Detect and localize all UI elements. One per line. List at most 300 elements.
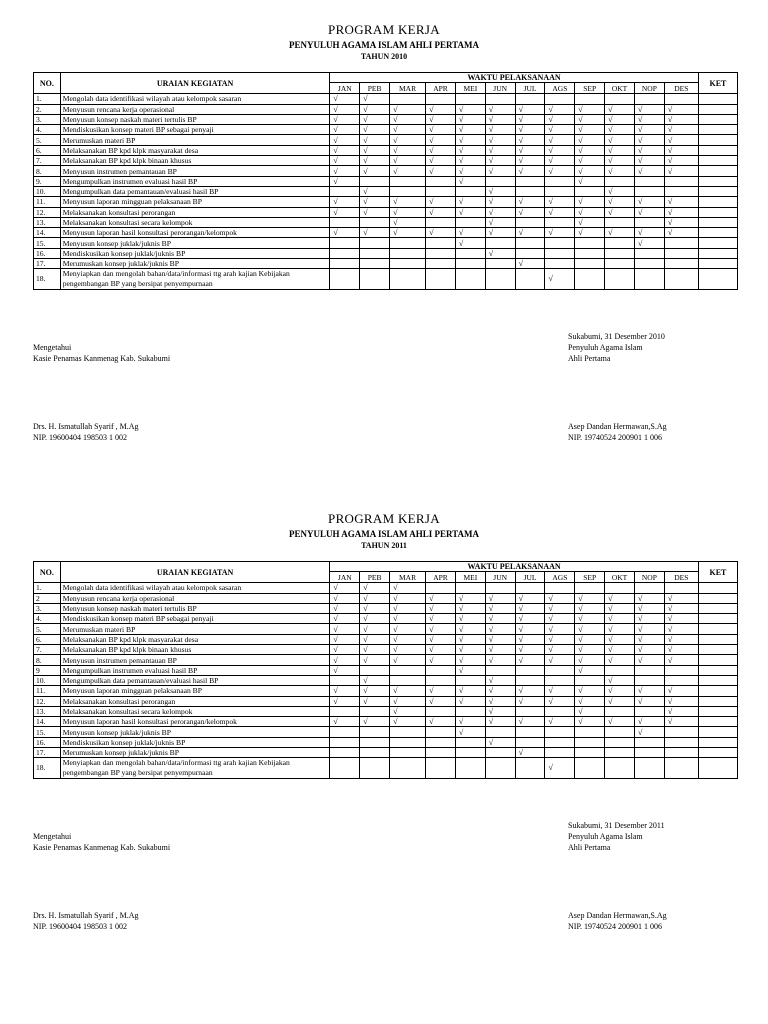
check-mark: √ (575, 156, 605, 166)
check-mark: √ (360, 583, 390, 593)
left-signature-heading (33, 831, 170, 853)
check-mark: √ (360, 156, 390, 166)
check-mark: √ (330, 114, 360, 124)
check-mark: √ (575, 104, 605, 114)
month-cell (545, 583, 575, 593)
activity-text: Mengumpulkan instrumen evaluasi hasil BP (60, 665, 330, 675)
check-mark: √ (664, 634, 698, 644)
month-header: JAN (330, 572, 360, 583)
month-cell (485, 727, 515, 737)
table-row (34, 583, 738, 593)
left-name: Drs. H. Ismatullah Syarif , M.Ag (33, 911, 139, 920)
ket-cell (698, 748, 737, 758)
left-name: Drs. H. Ismatullah Syarif , M.Ag (33, 422, 139, 431)
month-cell (634, 176, 664, 186)
check-mark: √ (545, 696, 575, 706)
check-mark: √ (455, 145, 485, 155)
month-header: JUL (515, 83, 545, 94)
table-row (34, 176, 738, 186)
check-mark: √ (605, 156, 635, 166)
check-mark: √ (485, 104, 515, 114)
check-mark: √ (575, 114, 605, 124)
month-cell (390, 665, 426, 675)
activity-text: Mengolah data identifikasi wilayah atau kelompok sasaran (60, 583, 330, 593)
month-header: OKT (605, 572, 635, 583)
month-header: AGS (545, 572, 575, 583)
check-mark: √ (545, 228, 575, 238)
check-mark: √ (575, 717, 605, 727)
row-number: 9. (34, 176, 61, 186)
check-mark: √ (330, 614, 360, 624)
month-cell (634, 248, 664, 258)
activity-text: Menyusun laporan hasil konsultasi perorangan/kelompok (60, 228, 330, 238)
check-mark: √ (634, 238, 664, 248)
month-cell (575, 269, 605, 290)
check-mark: √ (605, 696, 635, 706)
activity-text: Menyiapkan dan mengolah bahan/data/informasi ttg arah kajian Kebijakan pengembangan BP yang bersipat penyempurnaan (60, 269, 330, 290)
month-header: DES (664, 83, 698, 94)
activity-text: Melaksanakan konsultasi perorangan (60, 696, 330, 706)
month-cell (426, 176, 456, 186)
table-row (34, 706, 738, 716)
check-mark: √ (664, 135, 698, 145)
row-number: 12. (34, 696, 61, 706)
check-mark: √ (426, 686, 456, 696)
table-row (34, 104, 738, 114)
month-cell (575, 758, 605, 779)
check-mark: √ (330, 655, 360, 665)
month-cell (605, 248, 635, 258)
page-title: PROGRAM KERJA (328, 511, 440, 526)
check-mark: √ (515, 645, 545, 655)
left-title: Kasie Penamas Kanmenag Kab. Sukabumi (33, 354, 171, 363)
check-mark: √ (575, 176, 605, 186)
month-cell (515, 727, 545, 737)
month-header: SEP (575, 572, 605, 583)
month-cell (485, 238, 515, 248)
ket-cell (698, 593, 737, 603)
check-mark: √ (545, 156, 575, 166)
table-row (34, 248, 738, 258)
month-cell (575, 259, 605, 269)
ket-cell (698, 614, 737, 624)
table-row (34, 614, 738, 624)
row-number: 16. (34, 248, 61, 258)
month-cell (390, 248, 426, 258)
activity-text: Melaksanakan konsultasi secara kelompok (60, 217, 330, 227)
month-cell (426, 706, 456, 716)
month-cell (634, 259, 664, 269)
month-cell (545, 706, 575, 716)
check-mark: √ (390, 706, 426, 716)
month-cell (360, 176, 390, 186)
month-cell (515, 665, 545, 675)
left-label: Mengetahui (33, 343, 72, 352)
check-mark: √ (664, 104, 698, 114)
right-nip: NIP. 19740524 200901 1 006 (568, 433, 663, 442)
table-row (34, 655, 738, 665)
row-number: 7. (34, 645, 61, 655)
check-mark: √ (605, 675, 635, 685)
check-mark: √ (330, 125, 360, 135)
row-number: 4. (34, 125, 61, 135)
month-cell (515, 186, 545, 196)
table-row (34, 269, 738, 290)
check-mark: √ (426, 655, 456, 665)
month-cell (330, 259, 360, 269)
activity-text: Menyusun konsep juklak/juknis BP (60, 727, 330, 737)
month-cell (426, 737, 456, 747)
month-header: MEI (455, 572, 485, 583)
check-mark: √ (390, 207, 426, 217)
month-cell (575, 748, 605, 758)
month-cell (634, 583, 664, 593)
row-number: 6. (34, 634, 61, 644)
month-cell (634, 748, 664, 758)
month-cell (330, 737, 360, 747)
check-mark: √ (485, 197, 515, 207)
month-header: NOP (634, 572, 664, 583)
check-mark: √ (485, 696, 515, 706)
month-cell (605, 748, 635, 758)
table-row (34, 624, 738, 634)
check-mark: √ (634, 645, 664, 655)
month-cell (455, 583, 485, 593)
month-cell (485, 259, 515, 269)
row-number: 8. (34, 655, 61, 665)
ket-cell (698, 114, 737, 124)
check-mark: √ (605, 603, 635, 613)
activity-text: Melaksanakan BP kpd klpk masyarakat desa (60, 634, 330, 644)
check-mark: √ (515, 259, 545, 269)
check-mark: √ (545, 645, 575, 655)
check-mark: √ (390, 156, 426, 166)
month-cell (664, 176, 698, 186)
month-header: APR (426, 572, 456, 583)
row-number: 7. (34, 156, 61, 166)
check-mark: √ (360, 645, 390, 655)
month-cell (360, 758, 390, 779)
check-mark: √ (575, 655, 605, 665)
month-cell (515, 737, 545, 747)
check-mark: √ (545, 207, 575, 217)
table-row (34, 675, 738, 685)
check-mark: √ (545, 269, 575, 290)
month-header: PEB (360, 83, 390, 94)
check-mark: √ (485, 645, 515, 655)
check-mark: √ (545, 634, 575, 644)
check-mark: √ (664, 197, 698, 207)
check-mark: √ (485, 114, 515, 124)
month-cell (634, 706, 664, 716)
ket-cell (698, 228, 737, 238)
month-cell (545, 259, 575, 269)
check-mark: √ (390, 125, 426, 135)
month-header: DES (664, 572, 698, 583)
activity-text: Merumuskan konsep juklak/juknis BP (60, 748, 330, 758)
check-mark: √ (455, 104, 485, 114)
right-signature-name (568, 910, 667, 932)
right-rank: Ahli Pertama (568, 843, 611, 852)
month-cell (664, 675, 698, 685)
ket-cell (698, 259, 737, 269)
check-mark: √ (605, 207, 635, 217)
month-cell (426, 94, 456, 104)
check-mark: √ (455, 176, 485, 186)
check-mark: √ (634, 207, 664, 217)
month-cell (664, 259, 698, 269)
check-mark: √ (664, 166, 698, 176)
check-mark: √ (390, 645, 426, 655)
check-mark: √ (515, 686, 545, 696)
ket-cell (698, 186, 737, 196)
header-uraian: URAIAN KEGIATAN (60, 73, 330, 94)
check-mark: √ (545, 655, 575, 665)
month-cell (485, 583, 515, 593)
month-cell (390, 238, 426, 248)
check-mark: √ (575, 228, 605, 238)
program-table (33, 72, 738, 290)
check-mark: √ (426, 156, 456, 166)
month-cell (426, 665, 456, 675)
check-mark: √ (390, 696, 426, 706)
check-mark: √ (485, 614, 515, 624)
month-cell (545, 94, 575, 104)
month-header: JUN (485, 572, 515, 583)
check-mark: √ (360, 634, 390, 644)
month-cell (515, 583, 545, 593)
header-row (34, 73, 738, 83)
ket-cell (698, 696, 737, 706)
month-cell (605, 238, 635, 248)
check-mark: √ (455, 135, 485, 145)
month-cell (545, 727, 575, 737)
row-number: 4. (34, 614, 61, 624)
row-number: 2. (34, 104, 61, 114)
table-row (34, 686, 738, 696)
header-row (34, 562, 738, 572)
table-row (34, 166, 738, 176)
month-cell (605, 176, 635, 186)
table-row (34, 645, 738, 655)
check-mark: √ (426, 135, 456, 145)
month-cell (545, 675, 575, 685)
check-mark: √ (634, 593, 664, 603)
check-mark: √ (426, 197, 456, 207)
year-label: TAHUN 2011 (361, 541, 407, 550)
month-cell (664, 186, 698, 196)
month-header: JUN (485, 83, 515, 94)
month-cell (515, 176, 545, 186)
month-cell (360, 727, 390, 737)
month-cell (515, 758, 545, 779)
month-cell (360, 748, 390, 758)
check-mark: √ (426, 104, 456, 114)
row-number: 13. (34, 217, 61, 227)
check-mark: √ (545, 135, 575, 145)
check-mark: √ (634, 156, 664, 166)
month-cell (605, 665, 635, 675)
check-mark: √ (485, 248, 515, 258)
check-mark: √ (426, 125, 456, 135)
check-mark: √ (664, 696, 698, 706)
table-row (34, 145, 738, 155)
month-cell (634, 186, 664, 196)
check-mark: √ (485, 207, 515, 217)
check-mark: √ (545, 145, 575, 155)
check-mark: √ (515, 603, 545, 613)
check-mark: √ (605, 197, 635, 207)
activity-text: Merumuskan materi BP (60, 624, 330, 634)
activity-text: Menyiapkan dan mengolah bahan/data/informasi ttg arah kajian Kebijakan pengembangan BP yang bersipat penyempurnaan (60, 758, 330, 779)
month-cell (426, 269, 456, 290)
month-cell (330, 248, 360, 258)
ket-cell (698, 145, 737, 155)
month-cell (575, 186, 605, 196)
month-cell (605, 583, 635, 593)
check-mark: √ (360, 624, 390, 634)
check-mark: √ (426, 114, 456, 124)
check-mark: √ (426, 603, 456, 613)
check-mark: √ (455, 228, 485, 238)
month-cell (360, 259, 390, 269)
check-mark: √ (360, 145, 390, 155)
check-mark: √ (426, 696, 456, 706)
check-mark: √ (634, 166, 664, 176)
check-mark: √ (634, 614, 664, 624)
check-mark: √ (455, 624, 485, 634)
month-cell (515, 238, 545, 248)
month-cell (390, 758, 426, 779)
check-mark: √ (360, 104, 390, 114)
month-header: PEB (360, 572, 390, 583)
page-title: PROGRAM KERJA (328, 22, 440, 37)
month-cell (634, 737, 664, 747)
table-row (34, 259, 738, 269)
check-mark: √ (330, 135, 360, 145)
activity-text: Melaksanakan konsultasi secara kelompok (60, 706, 330, 716)
header-ket: KET (698, 73, 737, 94)
check-mark: √ (515, 145, 545, 155)
right-rank: Ahli Pertama (568, 354, 611, 363)
check-mark: √ (330, 207, 360, 217)
month-cell (605, 259, 635, 269)
ket-cell (698, 248, 737, 258)
month-cell (575, 675, 605, 685)
check-mark: √ (605, 145, 635, 155)
check-mark: √ (455, 665, 485, 675)
ket-cell (698, 634, 737, 644)
check-mark: √ (664, 217, 698, 227)
row-number: 5. (34, 624, 61, 634)
table-row (34, 197, 738, 207)
ket-cell (698, 758, 737, 779)
check-mark: √ (390, 634, 426, 644)
signature-date: Sukabumi, 31 Desember 2011 (568, 821, 665, 830)
month-cell (515, 217, 545, 227)
check-mark: √ (515, 125, 545, 135)
month-cell (545, 217, 575, 227)
month-cell (515, 269, 545, 290)
month-cell (545, 238, 575, 248)
check-mark: √ (575, 145, 605, 155)
check-mark: √ (360, 94, 390, 104)
check-mark: √ (575, 645, 605, 655)
month-cell (575, 94, 605, 104)
month-cell (605, 706, 635, 716)
check-mark: √ (455, 717, 485, 727)
row-number: 8. (34, 166, 61, 176)
month-cell (360, 706, 390, 716)
header-no: NO. (34, 73, 61, 94)
check-mark: √ (515, 135, 545, 145)
month-cell (426, 186, 456, 196)
check-mark: √ (634, 135, 664, 145)
check-mark: √ (426, 593, 456, 603)
activity-text: Menyusun rencana kerja operasional (60, 104, 330, 114)
check-mark: √ (515, 748, 545, 758)
ket-cell (698, 156, 737, 166)
check-mark: √ (575, 686, 605, 696)
month-cell (545, 748, 575, 758)
check-mark: √ (634, 727, 664, 737)
row-number: 11. (34, 686, 61, 696)
ket-cell (698, 717, 737, 727)
check-mark: √ (485, 593, 515, 603)
check-mark: √ (664, 645, 698, 655)
ket-cell (698, 624, 737, 634)
month-cell (575, 248, 605, 258)
check-mark: √ (575, 166, 605, 176)
activity-text: Mendiskusikan konsep materi BP sebagai penyaji (60, 125, 330, 135)
month-cell (664, 238, 698, 248)
check-mark: √ (360, 135, 390, 145)
check-mark: √ (634, 655, 664, 665)
month-cell (545, 665, 575, 675)
check-mark: √ (545, 593, 575, 603)
activity-text: Menyusun konsep naskah materi tertulis BP (60, 603, 330, 613)
month-cell (426, 758, 456, 779)
check-mark: √ (360, 614, 390, 624)
check-mark: √ (515, 207, 545, 217)
check-mark: √ (485, 166, 515, 176)
table-row (34, 186, 738, 196)
header-waktu: WAKTU PELAKSANAAN (330, 562, 698, 572)
check-mark: √ (330, 645, 360, 655)
check-mark: √ (455, 655, 485, 665)
check-mark: √ (330, 104, 360, 114)
check-mark: √ (545, 114, 575, 124)
row-number: 10. (34, 186, 61, 196)
activity-text: Merumuskan konsep juklak/juknis BP (60, 259, 330, 269)
check-mark: √ (545, 624, 575, 634)
month-cell (664, 583, 698, 593)
check-mark: √ (545, 686, 575, 696)
check-mark: √ (545, 614, 575, 624)
row-number: 2 (34, 593, 61, 603)
page-subtitle: PENYULUH AGAMA ISLAM AHLI PERTAMA (288, 40, 480, 50)
check-mark: √ (455, 197, 485, 207)
check-mark: √ (330, 634, 360, 644)
check-mark: √ (485, 706, 515, 716)
row-number: 14. (34, 228, 61, 238)
month-cell (390, 737, 426, 747)
month-cell (664, 748, 698, 758)
check-mark: √ (455, 166, 485, 176)
check-mark: √ (485, 603, 515, 613)
row-number: 1. (34, 583, 61, 593)
check-mark: √ (515, 634, 545, 644)
